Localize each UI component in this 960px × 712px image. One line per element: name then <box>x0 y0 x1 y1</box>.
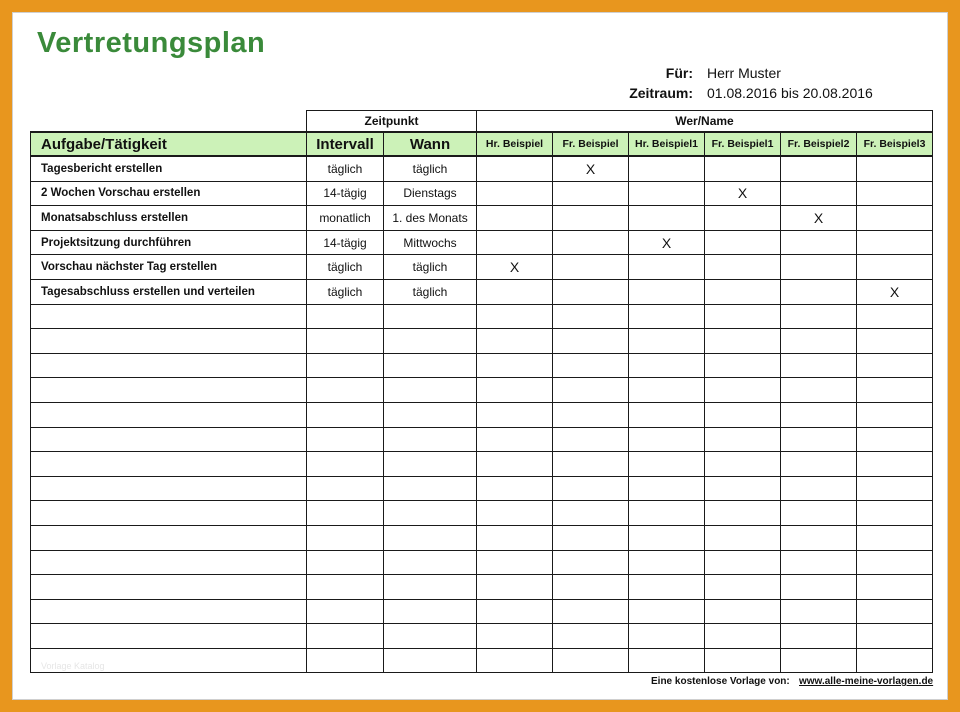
empty-cell <box>781 402 857 427</box>
assignment-cell <box>857 230 933 255</box>
empty-cell <box>553 304 629 329</box>
empty-cell <box>31 329 307 354</box>
empty-cell <box>629 452 705 477</box>
empty-cell <box>629 525 705 550</box>
empty-cell <box>307 624 384 649</box>
assignment-cell: X <box>781 206 857 231</box>
empty-cell <box>31 550 307 575</box>
assignment-cell <box>781 156 857 181</box>
task-cell: Projektsitzung durchführen <box>31 230 307 255</box>
empty-cell <box>705 599 781 624</box>
empty-cell <box>857 452 933 477</box>
empty-cell <box>781 501 857 526</box>
empty-cell <box>705 501 781 526</box>
when-cell: Mittwochs <box>384 230 477 255</box>
watermark: Vorlage Katalog <box>41 661 105 671</box>
empty-cell <box>384 599 477 624</box>
empty-cell <box>307 648 384 673</box>
empty-cell <box>31 624 307 649</box>
empty-cell <box>31 525 307 550</box>
empty-cell <box>307 353 384 378</box>
empty-cell <box>629 575 705 600</box>
table-row <box>31 230 933 255</box>
empty-cell <box>781 525 857 550</box>
empty-cell <box>705 575 781 600</box>
empty-cell <box>384 378 477 403</box>
empty-cell <box>307 525 384 550</box>
empty-row <box>31 624 933 649</box>
empty-row <box>31 378 933 403</box>
empty-cell <box>307 550 384 575</box>
assignment-cell <box>857 255 933 280</box>
empty-cell <box>629 329 705 354</box>
assignment-cell <box>629 255 705 280</box>
assignment-cell <box>629 279 705 304</box>
assignment-cell <box>781 255 857 280</box>
assignment-cell <box>477 279 553 304</box>
empty-cell <box>553 550 629 575</box>
assignment-cell: X <box>857 279 933 304</box>
empty-cell <box>705 476 781 501</box>
empty-cell <box>553 353 629 378</box>
empty-cell <box>553 525 629 550</box>
assignment-cell <box>705 279 781 304</box>
assignment-cell <box>705 255 781 280</box>
empty-cell <box>553 427 629 452</box>
empty-cell <box>477 550 553 575</box>
empty-cell <box>31 402 307 427</box>
empty-row <box>31 525 933 550</box>
assignment-cell <box>477 156 553 181</box>
empty-row <box>31 427 933 452</box>
table-row <box>31 279 933 304</box>
empty-cell <box>857 525 933 550</box>
empty-cell <box>857 501 933 526</box>
empty-cell <box>553 402 629 427</box>
empty-cell <box>384 648 477 673</box>
when-cell: täglich <box>384 255 477 280</box>
range-value: 01.08.2016 bis 20.08.2016 <box>707 85 873 101</box>
empty-cell <box>307 402 384 427</box>
empty-cell <box>857 648 933 673</box>
empty-cell <box>553 599 629 624</box>
empty-cell <box>553 378 629 403</box>
empty-cell <box>384 501 477 526</box>
empty-cell <box>629 402 705 427</box>
empty-cell <box>31 427 307 452</box>
empty-cell <box>553 452 629 477</box>
empty-cell <box>384 329 477 354</box>
col-header-task: Aufgabe/Tätigkeit <box>31 132 307 156</box>
empty-cell <box>629 624 705 649</box>
empty-cell <box>705 378 781 403</box>
empty-cell <box>384 304 477 329</box>
empty-row <box>31 304 933 329</box>
when-cell: 1. des Monats <box>384 206 477 231</box>
table-row <box>31 156 933 181</box>
col-header-person: Fr. Beispiel <box>553 132 629 156</box>
empty-cell <box>307 575 384 600</box>
empty-cell <box>307 378 384 403</box>
empty-cell <box>31 575 307 600</box>
empty-cell <box>477 329 553 354</box>
empty-row <box>31 501 933 526</box>
assignment-cell <box>705 206 781 231</box>
assignment-cell: X <box>705 181 781 206</box>
empty-cell <box>31 501 307 526</box>
empty-row <box>31 599 933 624</box>
empty-cell <box>857 304 933 329</box>
empty-cell <box>781 304 857 329</box>
col-header-person: Hr. Beispiel <box>477 132 553 156</box>
empty-cell <box>477 575 553 600</box>
group-header-row <box>31 111 933 133</box>
interval-cell: 14-tägig <box>307 181 384 206</box>
footer-link[interactable]: www.alle-meine-vorlagen.de <box>799 676 934 687</box>
empty-cell <box>477 501 553 526</box>
empty-cell <box>31 452 307 477</box>
empty-cell <box>705 452 781 477</box>
empty-cell <box>629 648 705 673</box>
empty-cell <box>477 378 553 403</box>
empty-row <box>31 648 933 673</box>
empty-cell <box>781 550 857 575</box>
empty-cell <box>477 353 553 378</box>
empty-cell <box>629 304 705 329</box>
when-cell: täglich <box>384 156 477 181</box>
assignment-cell <box>781 181 857 206</box>
empty-cell <box>857 575 933 600</box>
interval-cell: täglich <box>307 255 384 280</box>
empty-cell <box>384 550 477 575</box>
empty-cell <box>307 599 384 624</box>
when-cell: Dienstags <box>384 181 477 206</box>
empty-cell <box>705 550 781 575</box>
empty-cell <box>31 353 307 378</box>
empty-cell <box>31 378 307 403</box>
empty-cell <box>307 476 384 501</box>
assignment-cell <box>781 279 857 304</box>
empty-cell <box>705 525 781 550</box>
empty-cell <box>705 427 781 452</box>
empty-cell <box>31 476 307 501</box>
when-cell: täglich <box>384 279 477 304</box>
task-cell: Monatsabschluss erstellen <box>31 206 307 231</box>
empty-cell <box>384 353 477 378</box>
col-header-when: Wann <box>384 132 477 156</box>
empty-cell <box>781 452 857 477</box>
interval-cell: täglich <box>307 156 384 181</box>
empty-cell <box>781 427 857 452</box>
empty-cell <box>857 402 933 427</box>
empty-cell <box>857 476 933 501</box>
task-cell: Tagesbericht erstellen <box>31 156 307 181</box>
empty-cell <box>477 452 553 477</box>
assignment-cell <box>553 255 629 280</box>
empty-cell <box>553 575 629 600</box>
empty-cell <box>477 599 553 624</box>
empty-cell <box>705 329 781 354</box>
empty-cell <box>857 378 933 403</box>
empty-cell <box>477 402 553 427</box>
table-row <box>31 255 933 280</box>
empty-cell <box>31 304 307 329</box>
empty-row <box>31 575 933 600</box>
empty-cell <box>629 427 705 452</box>
empty-cell <box>629 378 705 403</box>
empty-cell <box>384 427 477 452</box>
empty-cell <box>705 353 781 378</box>
schedule-table <box>30 110 933 673</box>
empty-cell <box>553 648 629 673</box>
assignment-cell <box>477 230 553 255</box>
empty-row <box>31 353 933 378</box>
empty-cell <box>857 353 933 378</box>
assignment-cell <box>629 181 705 206</box>
assignment-cell: X <box>477 255 553 280</box>
table-row <box>31 181 933 206</box>
assignment-cell <box>781 230 857 255</box>
empty-cell <box>781 353 857 378</box>
empty-cell <box>477 525 553 550</box>
group-wer-name: Wer/Name <box>477 111 933 133</box>
empty-cell <box>781 329 857 354</box>
assignment-cell <box>629 156 705 181</box>
empty-cell <box>307 427 384 452</box>
col-header-person: Fr. Beispiel2 <box>781 132 857 156</box>
empty-cell <box>307 452 384 477</box>
empty-cell <box>857 329 933 354</box>
empty-cell <box>705 304 781 329</box>
task-cell: 2 Wochen Vorschau erstellen <box>31 181 307 206</box>
empty-row <box>31 476 933 501</box>
assignment-cell <box>705 156 781 181</box>
empty-cell <box>629 476 705 501</box>
task-cell: Tagesabschluss erstellen und verteilen <box>31 279 307 304</box>
assignment-cell <box>705 230 781 255</box>
assignment-cell: X <box>553 156 629 181</box>
empty-cell <box>384 624 477 649</box>
footer-note: Eine kostenlose Vorlage von: <box>651 676 790 687</box>
empty-cell <box>31 599 307 624</box>
empty-cell <box>477 476 553 501</box>
empty-cell <box>781 476 857 501</box>
page-title: Vertretungsplan <box>37 27 266 59</box>
empty-cell <box>553 329 629 354</box>
assignment-cell <box>553 230 629 255</box>
assignment-cell <box>553 206 629 231</box>
empty-cell <box>629 599 705 624</box>
empty-cell <box>553 624 629 649</box>
assignment-cell <box>857 206 933 231</box>
empty-row <box>31 550 933 575</box>
col-header-interval: Intervall <box>307 132 384 156</box>
col-header-person: Fr. Beispiel3 <box>857 132 933 156</box>
assignment-cell <box>477 206 553 231</box>
interval-cell: monatlich <box>307 206 384 231</box>
empty-row <box>31 329 933 354</box>
empty-row <box>31 402 933 427</box>
assignment-cell <box>553 181 629 206</box>
range-label: Zeitraum: <box>629 85 693 101</box>
empty-cell <box>629 501 705 526</box>
empty-cell <box>477 427 553 452</box>
document-sheet <box>12 12 948 700</box>
task-cell: Vorschau nächster Tag erstellen <box>31 255 307 280</box>
empty-cell <box>629 550 705 575</box>
empty-cell <box>857 599 933 624</box>
empty-cell <box>477 304 553 329</box>
for-label: Für: <box>665 65 693 81</box>
meta-range <box>573 85 873 101</box>
table-row <box>31 206 933 231</box>
empty-cell <box>384 525 477 550</box>
column-header-row <box>31 132 933 156</box>
empty-cell <box>857 550 933 575</box>
empty-cell <box>705 624 781 649</box>
empty-cell <box>705 402 781 427</box>
assignment-cell <box>477 181 553 206</box>
assignment-cell <box>857 156 933 181</box>
empty-cell <box>781 378 857 403</box>
empty-cell <box>553 501 629 526</box>
empty-cell <box>857 624 933 649</box>
meta-for <box>573 65 781 81</box>
col-header-person: Fr. Beispiel1 <box>705 132 781 156</box>
empty-cell <box>477 624 553 649</box>
for-value: Herr Muster <box>707 65 781 81</box>
empty-cell <box>857 427 933 452</box>
assignment-cell: X <box>629 230 705 255</box>
col-header-person: Hr. Beispiel1 <box>629 132 705 156</box>
empty-cell <box>384 452 477 477</box>
empty-cell <box>384 476 477 501</box>
empty-cell <box>629 353 705 378</box>
empty-cell <box>553 476 629 501</box>
assignment-cell <box>553 279 629 304</box>
empty-cell <box>705 648 781 673</box>
group-zeitpunkt: Zeitpunkt <box>307 111 477 133</box>
empty-cell <box>781 575 857 600</box>
empty-cell <box>307 329 384 354</box>
empty-cell <box>307 304 384 329</box>
interval-cell: 14-tägig <box>307 230 384 255</box>
assignment-cell <box>629 206 705 231</box>
empty-cell <box>384 402 477 427</box>
empty-cell <box>477 648 553 673</box>
assignment-cell <box>857 181 933 206</box>
empty-cell <box>384 575 477 600</box>
interval-cell: täglich <box>307 279 384 304</box>
empty-cell <box>781 599 857 624</box>
empty-row <box>31 452 933 477</box>
empty-cell <box>307 501 384 526</box>
empty-cell <box>781 624 857 649</box>
empty-cell <box>781 648 857 673</box>
